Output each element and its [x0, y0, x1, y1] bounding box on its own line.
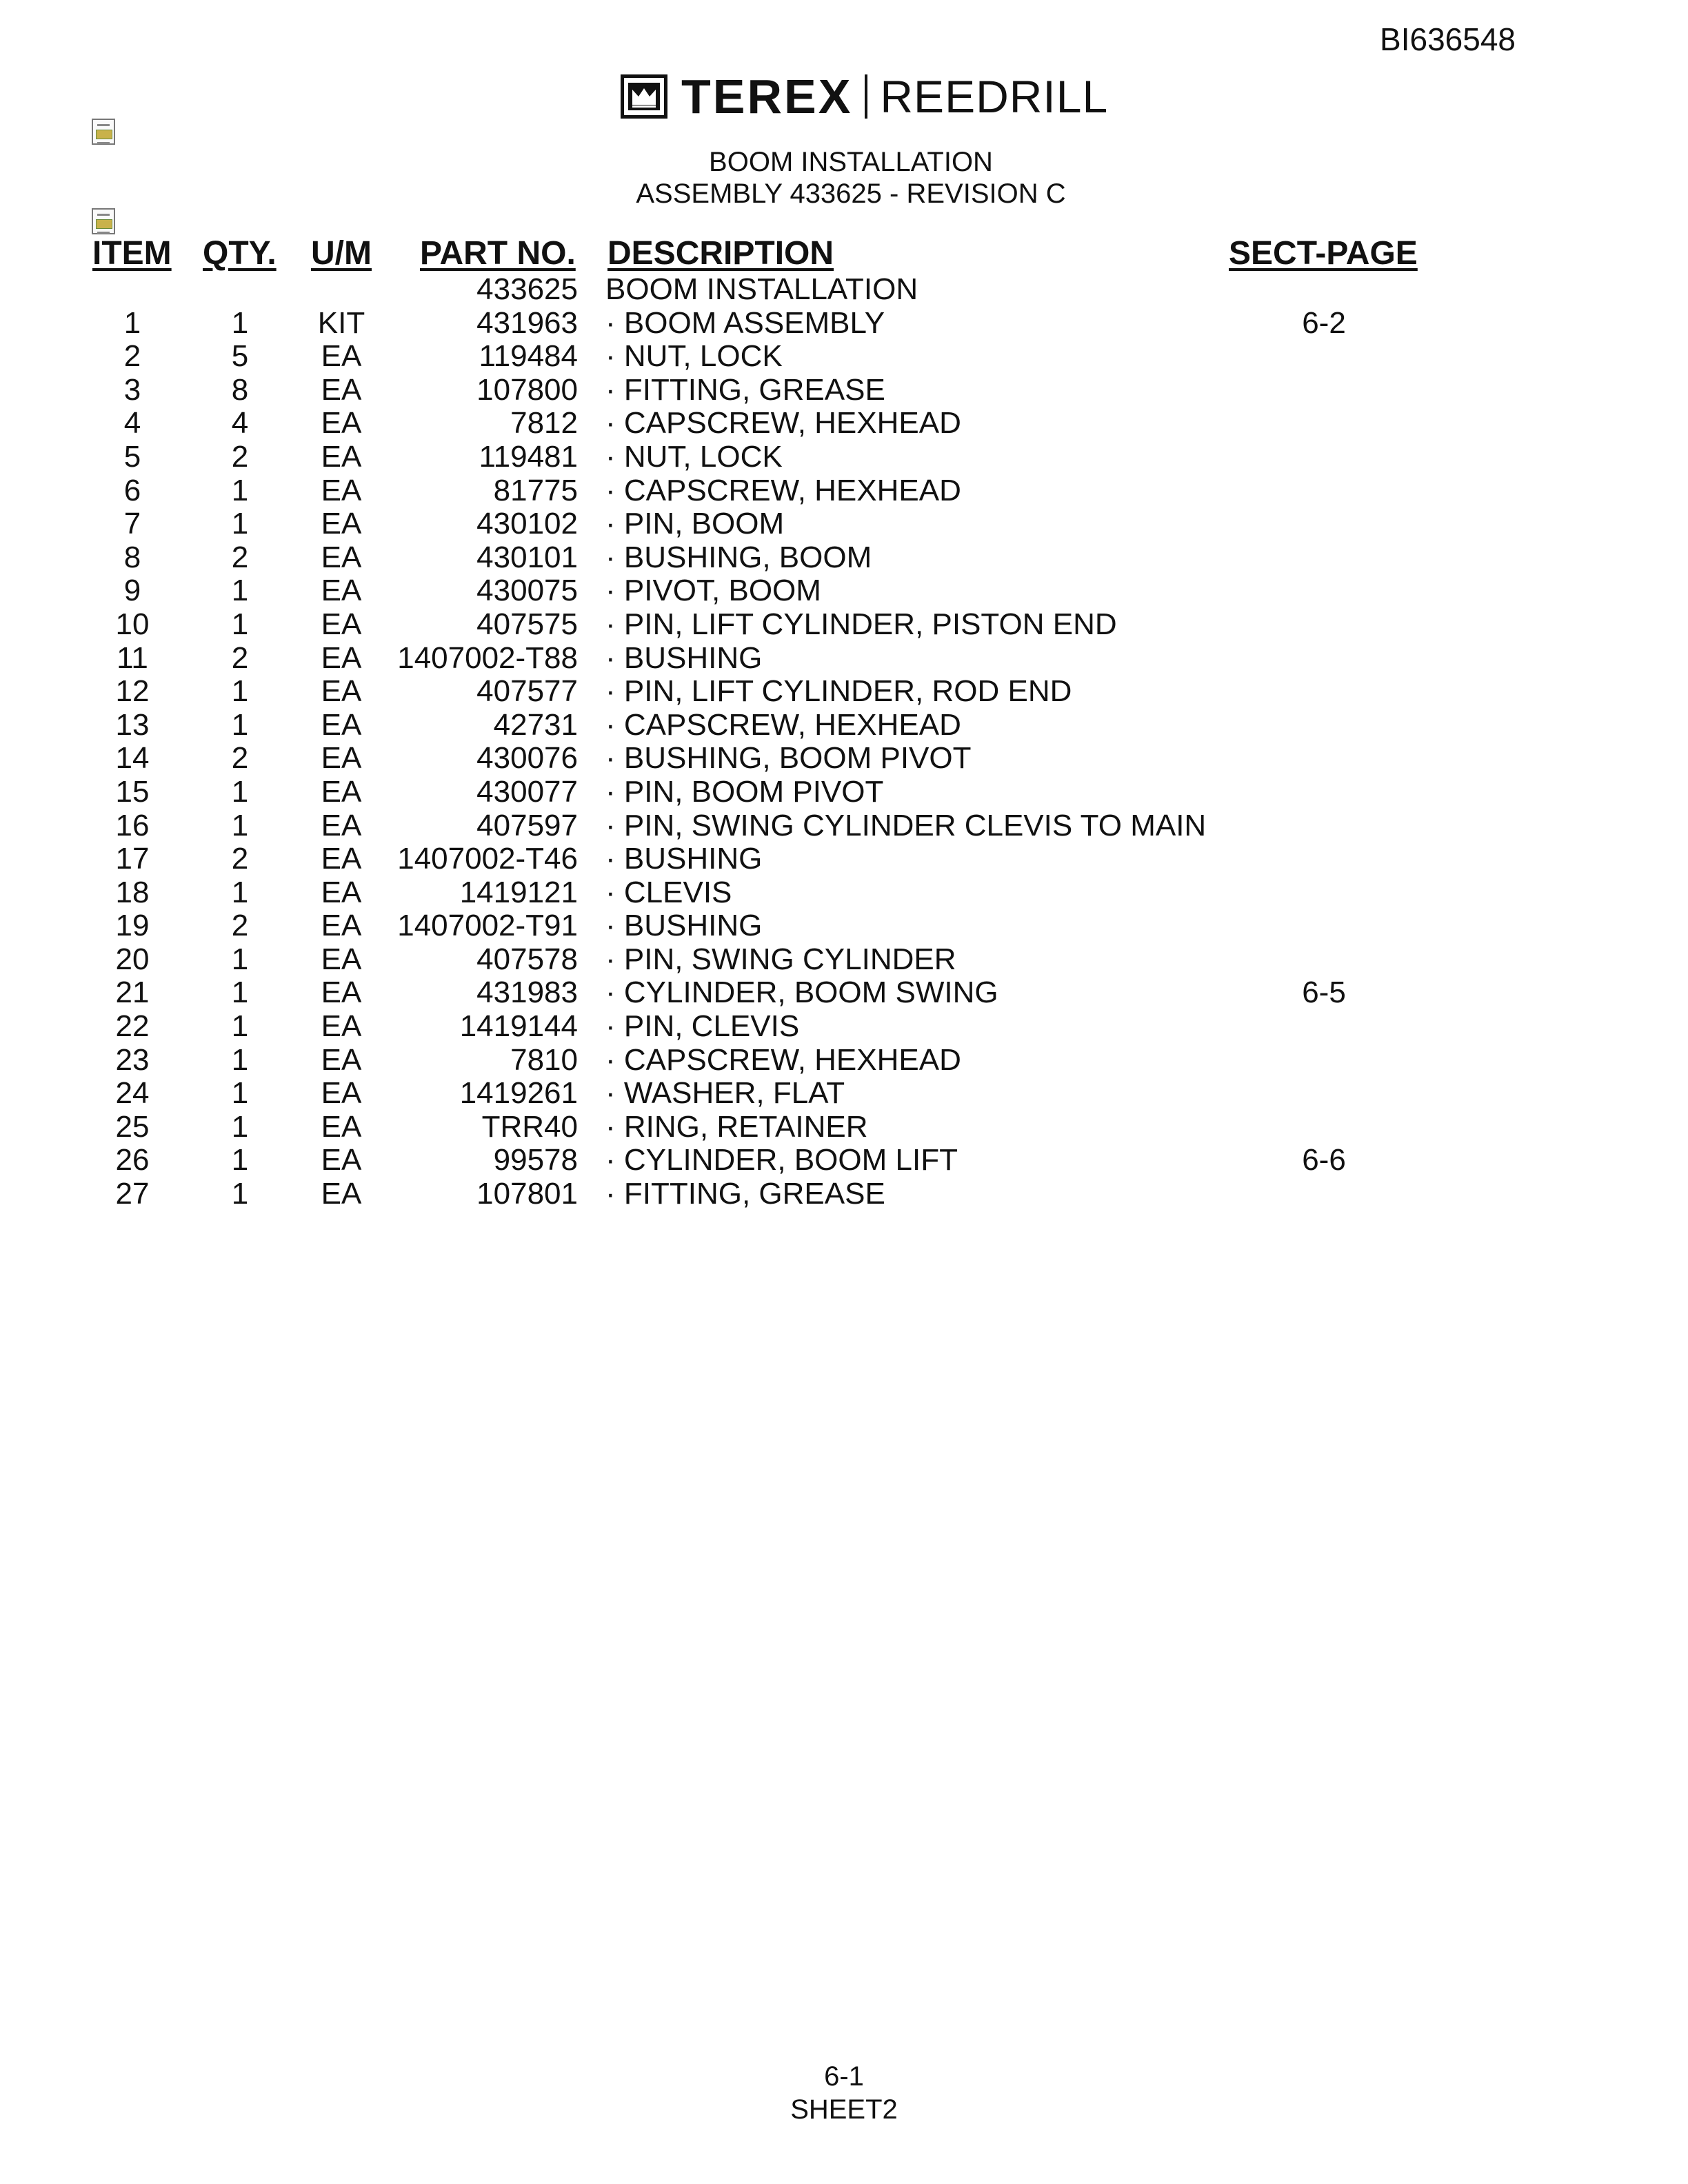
cell-unit-of-measure: EA [321, 640, 362, 675]
table-row [0, 675, 1688, 709]
cell-part-number: 1419121 [459, 875, 578, 909]
cell-unit-of-measure: EA [321, 909, 362, 943]
cell-quantity: 1 [231, 1109, 249, 1144]
cell-item-number: 5 [123, 439, 141, 474]
cell-description: BOOM INSTALLATION [605, 272, 918, 306]
cell-unit-of-measure: EA [321, 607, 362, 641]
cell-description: · PIVOT, BOOM [605, 574, 821, 608]
cell-unit-of-measure: EA [321, 574, 362, 608]
cell-description: · CAPSCREW, HEXHEAD [605, 473, 961, 507]
cell-unit-of-measure: EA [321, 1076, 362, 1111]
cell-quantity: 4 [231, 406, 249, 441]
cell-unit-of-measure: EA [321, 942, 362, 976]
cell-unit-of-measure: EA [321, 808, 362, 842]
cell-unit-of-measure: EA [321, 473, 362, 507]
table-row [0, 340, 1688, 374]
cell-item-number: 13 [115, 707, 150, 742]
cell-description: · PIN, LIFT CYLINDER, PISTON END [605, 607, 1117, 641]
title-line-1: BOOM INSTALLATION [709, 147, 993, 177]
cell-quantity: 5 [231, 339, 249, 374]
cell-quantity: 1 [231, 507, 249, 541]
cell-quantity: 1 [231, 875, 249, 909]
cell-description: · CLEVIS [605, 875, 732, 909]
table-row [0, 574, 1688, 608]
terex-reedrill-logo [621, 72, 1108, 121]
cell-unit-of-measure: EA [321, 707, 362, 742]
cell-sect-page: 6-2 [1302, 305, 1346, 340]
terex-crown-logo-icon [621, 74, 667, 119]
column-header-qty: QTY. [203, 235, 277, 272]
table-row [0, 1077, 1688, 1111]
cell-unit-of-measure: EA [321, 1042, 362, 1077]
cell-item-number: 9 [123, 574, 141, 608]
cell-quantity: 2 [231, 909, 249, 943]
cell-quantity: 1 [231, 305, 249, 340]
cell-part-number: 1407002-T88 [397, 640, 578, 675]
cell-unit-of-measure: EA [321, 439, 362, 474]
table-row [0, 876, 1688, 910]
cell-quantity: 2 [231, 439, 249, 474]
cell-quantity: 2 [231, 640, 249, 675]
cell-part-number: 430101 [476, 540, 578, 574]
cell-quantity: 2 [231, 741, 249, 776]
table-row [0, 407, 1688, 441]
cell-description: · BUSHING, BOOM [605, 540, 872, 574]
cell-part-number: 81775 [493, 473, 578, 507]
table-row [0, 742, 1688, 776]
cell-part-number: 119484 [479, 339, 578, 374]
cell-part-number: 407597 [476, 808, 578, 842]
cell-description: · CYLINDER, BOOM SWING [605, 975, 998, 1010]
cell-quantity: 1 [231, 574, 249, 608]
cell-item-number: 1 [123, 305, 141, 340]
table-row [0, 541, 1688, 575]
cell-unit-of-measure: EA [321, 842, 362, 876]
table-row [0, 1010, 1688, 1044]
cell-description: · CAPSCREW, HEXHEAD [605, 1042, 961, 1077]
cell-item-number: 23 [115, 1042, 150, 1077]
cell-unit-of-measure: EA [321, 540, 362, 574]
table-row [0, 273, 1688, 307]
cell-quantity: 1 [231, 1042, 249, 1077]
table-row [0, 709, 1688, 742]
title-line-2: ASSEMBLY 433625 - REVISION C [636, 179, 1066, 209]
cell-description: · NUT, LOCK [605, 339, 783, 374]
cell-description: · CYLINDER, BOOM LIFT [605, 1143, 958, 1177]
table-row [0, 1044, 1688, 1078]
cell-item-number: 27 [115, 1177, 150, 1211]
cell-part-number: TRR40 [481, 1109, 578, 1144]
cell-item-number: 20 [115, 942, 150, 976]
cell-item-number: 3 [123, 372, 141, 407]
cell-sect-page: 6-5 [1302, 975, 1346, 1010]
cell-item-number: 16 [115, 808, 150, 842]
cell-quantity: 1 [231, 975, 249, 1010]
cell-description: · WASHER, FLAT [605, 1076, 845, 1111]
cell-part-number: 7810 [510, 1042, 578, 1077]
cell-quantity: 1 [231, 1009, 249, 1044]
cell-part-number: 433625 [476, 272, 578, 306]
cell-part-number: 1419261 [459, 1076, 578, 1111]
document-link-icon[interactable] [92, 119, 115, 145]
cell-description: · FITTING, GREASE [605, 1177, 885, 1211]
cell-description: · RING, RETAINER [605, 1109, 868, 1144]
table-row [0, 608, 1688, 642]
cell-unit-of-measure: EA [321, 674, 362, 709]
cell-description: · NUT, LOCK [605, 439, 783, 474]
cell-part-number: 430075 [476, 574, 578, 608]
cell-quantity: 1 [231, 808, 249, 842]
cell-item-number: 19 [115, 909, 150, 943]
cell-unit-of-measure: EA [321, 975, 362, 1010]
cell-quantity: 2 [231, 842, 249, 876]
cell-description: · PIN, LIFT CYLINDER, ROD END [605, 674, 1072, 709]
table-row [0, 976, 1688, 1010]
parts-list [0, 273, 1688, 1211]
column-header-sect-page: SECT-PAGE [1229, 235, 1418, 272]
cell-part-number: 430076 [476, 741, 578, 776]
cell-description: · BUSHING [605, 842, 763, 876]
cell-part-number: 107801 [476, 1177, 578, 1211]
column-header-part-no: PART NO. [420, 235, 576, 272]
cell-item-number: 12 [115, 674, 150, 709]
cell-description: · FITTING, GREASE [605, 372, 885, 407]
column-header-description: DESCRIPTION [607, 235, 834, 272]
cell-item-number: 26 [115, 1143, 150, 1177]
cell-description: · CAPSCREW, HEXHEAD [605, 406, 961, 441]
cell-unit-of-measure: EA [321, 875, 362, 909]
table-row [0, 809, 1688, 843]
cell-item-number: 17 [115, 842, 150, 876]
sheet-label: SHEET2 [790, 2094, 898, 2125]
table-row [0, 1177, 1688, 1211]
table-row [0, 307, 1688, 341]
cell-part-number: 42731 [493, 707, 578, 742]
cell-unit-of-measure: EA [321, 1143, 362, 1177]
cell-item-number: 21 [115, 975, 150, 1010]
cell-unit-of-measure: EA [321, 1009, 362, 1044]
cell-unit-of-measure: EA [321, 339, 362, 374]
table-row [0, 507, 1688, 541]
cell-quantity: 1 [231, 674, 249, 709]
cell-item-number: 24 [115, 1076, 150, 1111]
cell-description: · PIN, BOOM [605, 507, 785, 541]
cell-item-number: 4 [123, 406, 141, 441]
cell-quantity: 1 [231, 1177, 249, 1211]
cell-quantity: 1 [231, 1076, 249, 1111]
cell-item-number: 8 [123, 540, 141, 574]
cell-description: · PIN, CLEVIS [605, 1009, 800, 1044]
cell-quantity: 1 [231, 707, 249, 742]
cell-item-number: 22 [115, 1009, 150, 1044]
cell-quantity: 1 [231, 1143, 249, 1177]
table-row [0, 909, 1688, 943]
cell-part-number: 430102 [476, 507, 578, 541]
table-row [0, 642, 1688, 676]
cell-item-number: 25 [115, 1109, 150, 1144]
cell-part-number: 7812 [510, 406, 578, 441]
cell-description: · PIN, SWING CYLINDER CLEVIS TO MAIN [605, 808, 1207, 842]
cell-unit-of-measure: EA [321, 741, 362, 776]
table-row [0, 943, 1688, 977]
cell-quantity: 1 [231, 473, 249, 507]
cell-quantity: 2 [231, 540, 249, 574]
cell-description: · PIN, SWING CYLINDER [605, 942, 956, 976]
table-row [0, 1144, 1688, 1177]
cell-description: · PIN, BOOM PIVOT [605, 774, 884, 809]
cell-description: · BUSHING [605, 640, 763, 675]
table-row [0, 474, 1688, 508]
cell-part-number: 119481 [479, 439, 578, 474]
cell-part-number: 1419144 [459, 1009, 578, 1044]
cell-item-number: 14 [115, 741, 150, 776]
cell-unit-of-measure: EA [321, 372, 362, 407]
cell-quantity: 1 [231, 774, 249, 809]
cell-sect-page: 6-6 [1302, 1143, 1346, 1177]
cell-part-number: 1407002-T91 [397, 909, 578, 943]
cell-part-number: 407575 [476, 607, 578, 641]
cell-part-number: 407578 [476, 942, 578, 976]
cell-item-number: 7 [123, 507, 141, 541]
cell-part-number: 1407002-T46 [397, 842, 578, 876]
cell-quantity: 8 [231, 372, 249, 407]
cell-quantity: 1 [231, 942, 249, 976]
cell-item-number: 6 [123, 473, 141, 507]
table-row [0, 441, 1688, 474]
cell-part-number: 431963 [476, 305, 578, 340]
cell-unit-of-measure: EA [321, 1109, 362, 1144]
cell-description: · BUSHING, BOOM PIVOT [605, 741, 972, 776]
page-number: 6-1 [824, 2061, 864, 2092]
cell-item-number: 10 [115, 607, 150, 641]
column-header-item: ITEM [92, 235, 172, 272]
cell-description: · CAPSCREW, HEXHEAD [605, 707, 961, 742]
cell-item-number: 15 [115, 774, 150, 809]
cell-item-number: 2 [123, 339, 141, 374]
assembly-title [0, 146, 1688, 210]
cell-quantity: 1 [231, 607, 249, 641]
brand-primary: TEREX [681, 70, 853, 123]
cell-unit-of-measure: EA [321, 1177, 362, 1211]
table-row [0, 1111, 1688, 1144]
document-id: BI636548 [1380, 21, 1516, 57]
page-footer [0, 2060, 1688, 2126]
table-row [0, 842, 1688, 876]
table-row [0, 776, 1688, 809]
cell-unit-of-measure: KIT [317, 305, 365, 340]
cell-part-number: 431983 [476, 975, 578, 1010]
brand-secondary: REEDRILL [880, 71, 1109, 122]
brand-divider [865, 74, 867, 119]
document-link-icon[interactable] [92, 208, 115, 234]
cell-part-number: 430077 [476, 774, 578, 809]
cell-unit-of-measure: EA [321, 507, 362, 541]
table-row [0, 374, 1688, 407]
cell-item-number: 11 [117, 640, 148, 675]
cell-part-number: 407577 [476, 674, 578, 709]
cell-unit-of-measure: EA [321, 774, 362, 809]
cell-part-number: 107800 [476, 372, 578, 407]
cell-unit-of-measure: EA [321, 406, 362, 441]
cell-description: · BUSHING [605, 909, 763, 943]
cell-description: · BOOM ASSEMBLY [605, 305, 885, 340]
cell-item-number: 18 [115, 875, 150, 909]
cell-part-number: 99578 [493, 1143, 578, 1177]
column-header-um: U/M [311, 235, 372, 272]
